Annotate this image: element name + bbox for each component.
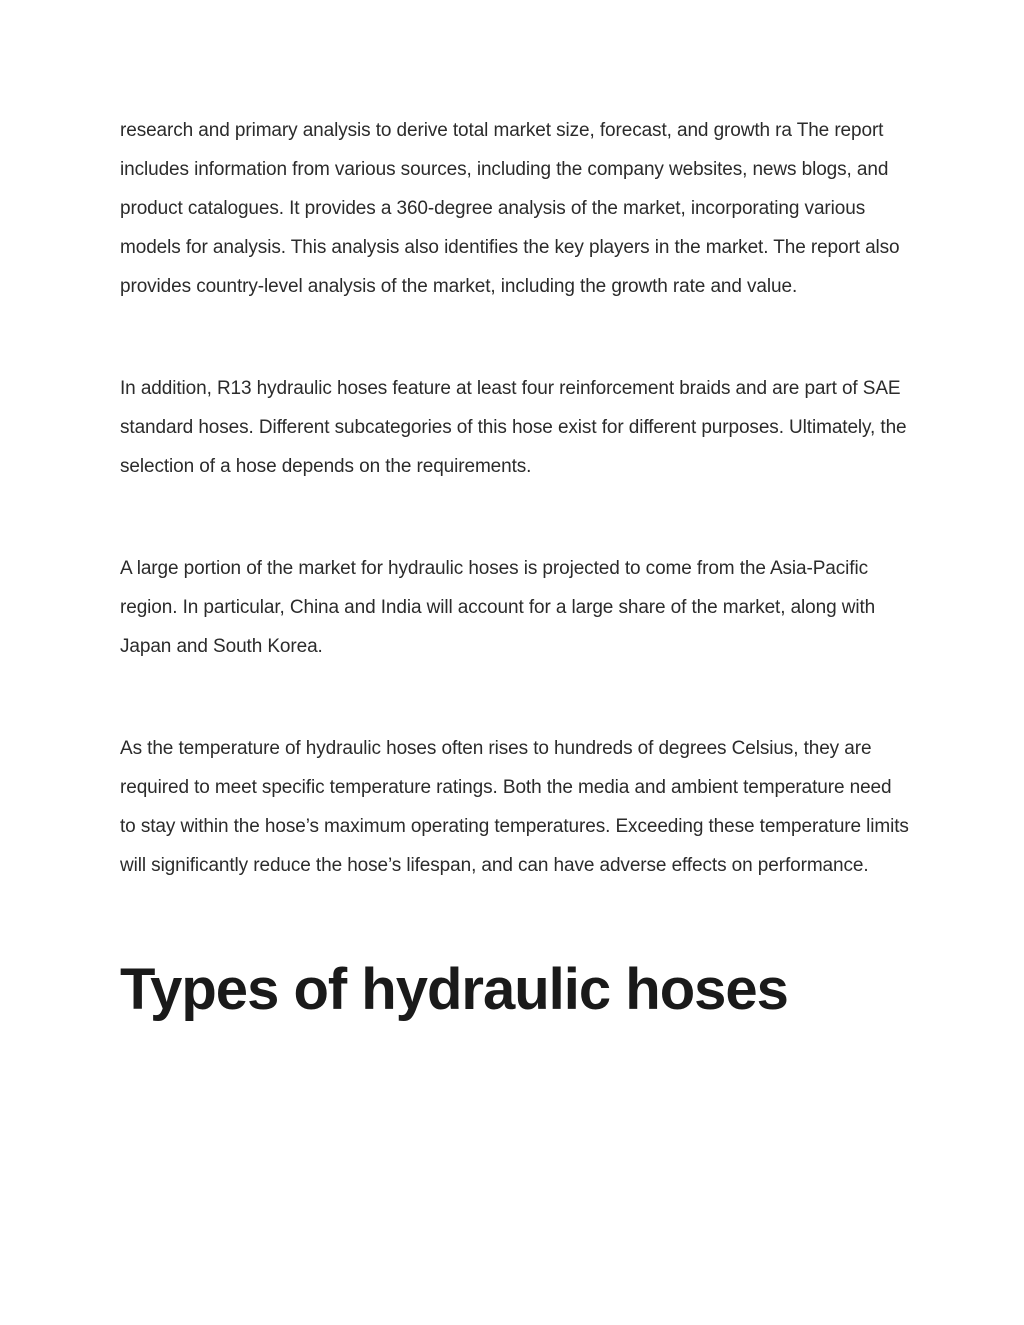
- paragraph-market-research: research and primary analysis to derive total market size, forecast, and growth ra The report includes information from various sources, including the company websites, news blogs, and product catalogues. It provides a 360-degree analysis of the market, incorporating various models for analysis. This analysis also identifies the key players in the market. The report also provides country-level analysis of the market, including the growth rate and value.: [120, 120, 900, 297]
- paragraph-temperature: As the temperature of hydraulic hoses often rises to hundreds of degrees Celsius, they are required to meet specific temperature ratings. Both the media and ambient temperature need to stay within the hose’s maximum operating temperatures. Exceeding these temperature limits will significantly reduce the hose’s lifespan, and can have adverse effects on performance.: [120, 738, 909, 876]
- section-heading: Types of hydraulic hoses: [120, 957, 788, 1022]
- paragraph-asia-pacific: A large portion of the market for hydraulic hoses is projected to come from the Asia-Pacific region. In particular, China and India will account for a large share of the market, along with Japan and South Korea.: [120, 558, 876, 657]
- paragraph-r13-hoses: In addition, R13 hydraulic hoses feature at least four reinforcement braids and are part of SAE standard hoses. Different subcategories of this hose exist for different purposes. Ultimately, the selection of a hose depends on the requirements.: [120, 378, 907, 477]
- document-page: [120, 111, 910, 1025]
